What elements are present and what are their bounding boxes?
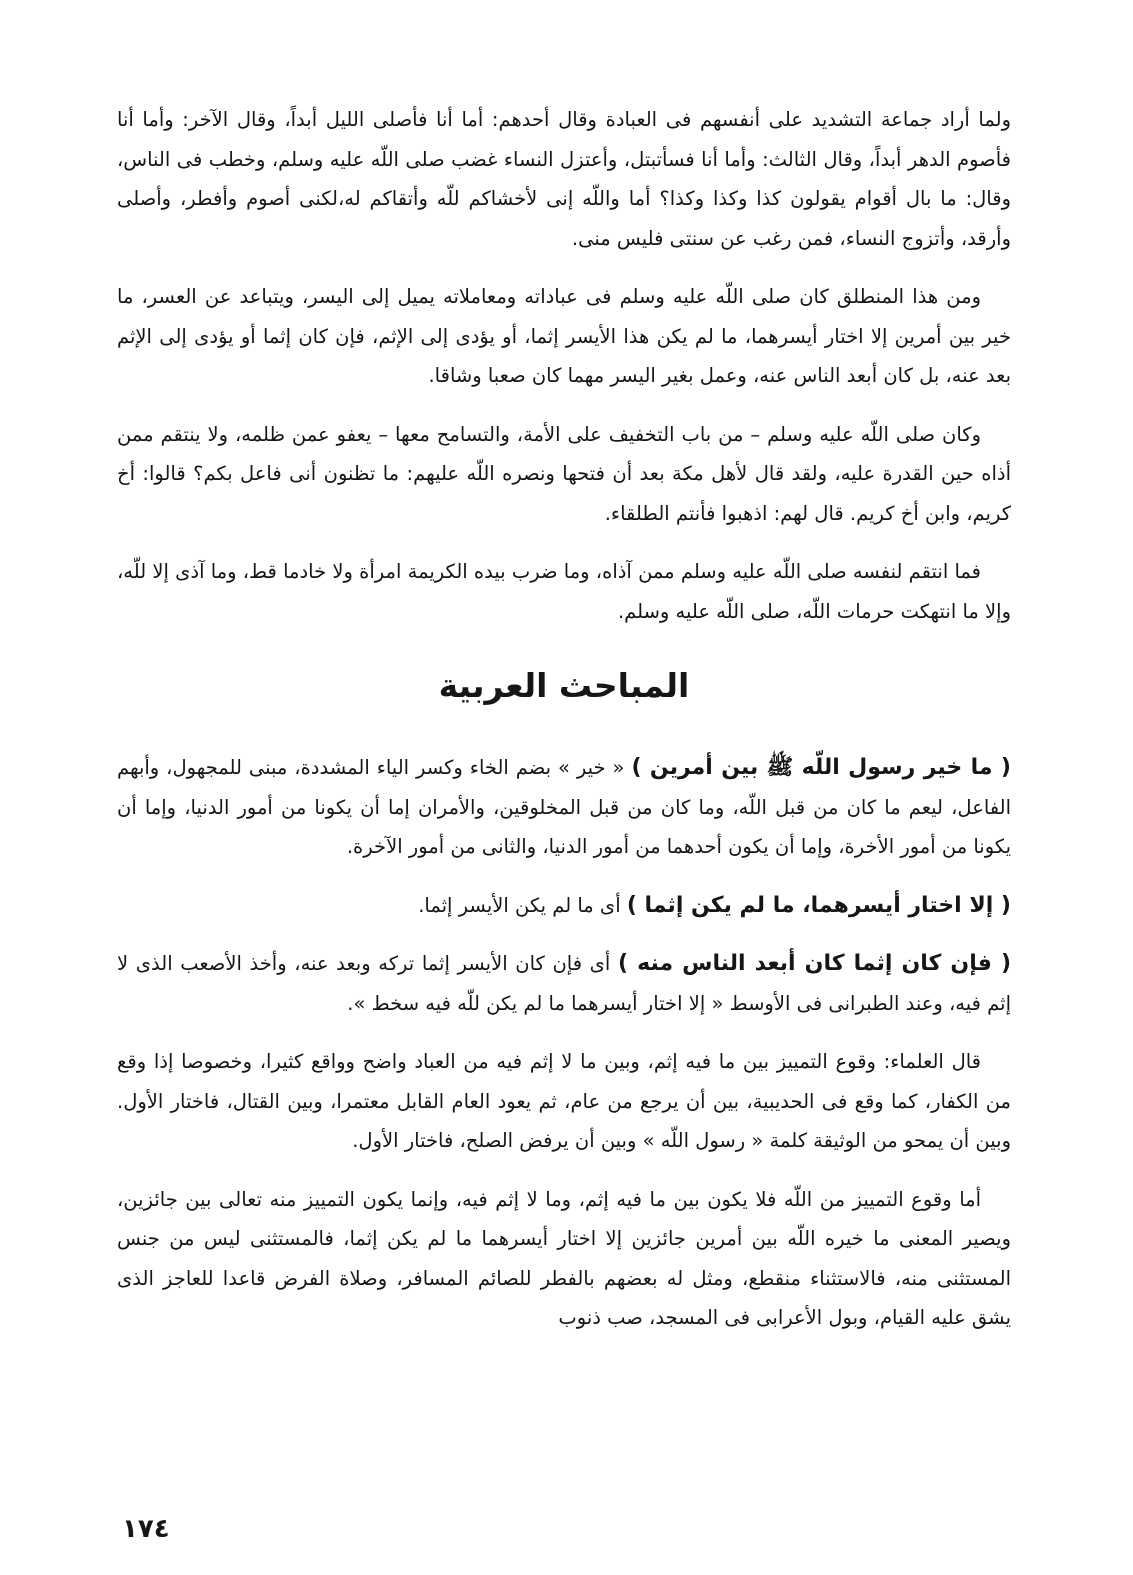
closing-paragraph-1: قال العلماء: وقوع التمييز بين ما فيه إثم، وبين ما لا إثم فيه من العباد واضح وواقع كثيرا، وخصوصا إذا وقع من الكفار، كما وقع فى الحديبية، بين أن يرجع من عام، ثم يعود العام القابل معتمرا، وبين القتال، فاختار الأول. وبين أن يمحو من الوثيقة كلمة « رسول اللّه » وبين أن يرفض الصلح، فاختار الأول. <box>117 1050 1011 1152</box>
commentary-text-1: « خير » بضم الخاء وكسر الياء المشددة، مبنى للمجهول، وأبهم الفاعل، ليعم ما كان من قبل اللّه، وما كان من قبل المخلوقين، والأمران إما أن يكونا من أمور الدنيا، وإما أن يكونا من أمور الأخرة، وإما أن يكون أحدهما من أمور الدنيا، والثانى من أمور الآخرة. <box>117 756 1011 858</box>
intro-paragraph-3: وكان صلى اللّه عليه وسلم – من باب التخفيف على الأمة، والتسامح معها – يعفو عمن ظلمه، ولا ينتقم ممن أذاه حين القدرة عليه، ولقد قال لأهل مكة بعد أن فتحها ونصره اللّه عليهم: ما تظنون أنى فاعل بكم؟ قالوا: أخ كريم، وابن أخ كريم. قال لهم: اذهبوا فأنتم الطلقاء. <box>117 422 1011 525</box>
commentary-lemma-1: ( ما خير رسول اللّه ﷺ بين أمرين ) <box>631 755 1011 780</box>
book-page-body <box>117 100 1011 1357</box>
intro-paragraph-2: ومن هذا المنطلق كان صلى اللّه عليه وسلم فى عباداته ومعاملاته يميل إلى اليسر، ويتباعد عن العسر، ما خير بين أمرين إلا اختار أيسرهما، ما لم يكن هذا الأيسر إثما، أو يؤدى إلى الإثم، فإن كان إثما أو يؤدى إلى الإثم بعد عنه، بل كان أبعد الناس عنه، وعمل بغير اليسر مهما كان صعبا وشاقا. <box>117 285 1011 387</box>
intro-paragraph-4: فما انتقم لنفسه صلى اللّه عليه وسلم ممن آذاه، وما ضرب بيده الكريمة امرأة ولا خادما قط، وما آذى إلا للّه، وإلا ما انتهكت حرمات اللّه، صلى اللّه عليه وسلم. <box>117 560 1011 623</box>
commentary-paragraph-1 <box>117 748 1011 867</box>
commentary-paragraph-2 <box>117 886 1011 926</box>
page-number: ١٧٤ <box>122 1514 170 1544</box>
commentary-text-3: أى فإن كان الأيسر إثما تركه وبعد عنه، وأخذ الأصعب الذى لا إثم فيه، وعند الطبرانى فى الأوسط « إلا اختار أيسرهما ما لم يكن للّه فيه سخط ». <box>117 952 1011 1015</box>
commentary-text-2: أى ما لم يكن الأيسر إثما. <box>418 893 627 917</box>
commentary-lemma-3: ( فإن كان إثما كان أبعد الناس منه ) <box>617 951 1012 976</box>
commentary-paragraph-3 <box>117 944 1011 1023</box>
commentary-lemma-2: ( إلا اختار أيسرهما، ما لم يكن إثما ) <box>626 892 1011 918</box>
closing-paragraph-2: أما وقوع التمييز من اللّه فلا يكون بين ما فيه إثم، وما لا إثم فيه، وإنما يكون التمييز منه تعالى بين جائزين، ويصير المعنى ما خيره اللّه بين أمرين جائزين إلا اختار أيسرهما ما لم يكن إثما، فالمستثنى ليس من جنس المستثنى منه، فالاستثناء منقطع، ومثل له بعضهم بالفطر للصائم المسافر، وصلاة الفرض قاعدا للعاجز الذى يشق عليه القيام، وبول الأعرابى فى المسجد، صب ذنوب <box>117 1187 1011 1329</box>
section-title: المباحث العربية <box>438 666 690 705</box>
intro-paragraph-1: ولما أراد جماعة التشديد على أنفسهم فى العبادة وقال أحدهم: أما أنا فأصلى الليل أبداً، وقال الآخر: وأما أنا فأصوم الدهر أبداً، وقال الثالث: وأما أنا فسأتبتل، وأعتزل النساء غضب صلى اللّه عليه وسلم، وخطب فى الناس، وقال: ما بال أقوام يقولون كذا وكذا وكذا؟ أما واللّه إنى لأخشاكم للّه وأتقاكم له،لكنى أصوم وأفطر، وأصلى وأرقد، وأتزوج النساء، فمن رغب عن سنتى فليس منى. <box>117 108 1011 250</box>
